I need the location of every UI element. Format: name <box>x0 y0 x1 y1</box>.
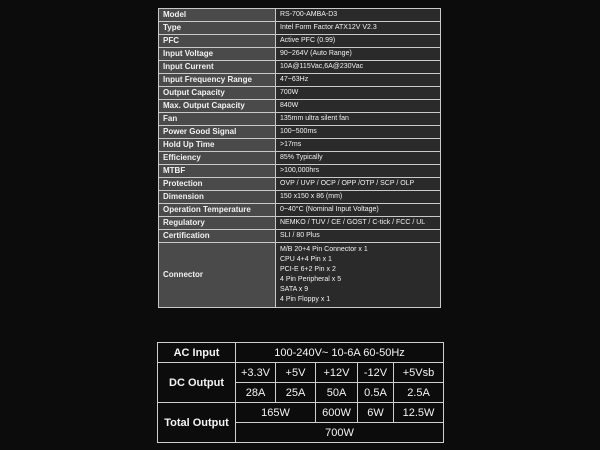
spec-row <box>159 113 441 126</box>
spec-value: OVP / UVP / OCP / OPP /OTP / SCP / OLP <box>276 178 441 191</box>
spec-value: 100~500ms <box>276 126 441 139</box>
spec-value: 90~264V (Auto Range) <box>276 48 441 61</box>
spec-row <box>159 87 441 100</box>
spec-row-connector <box>159 243 441 308</box>
connector-line: 4 Pin Floppy x 1 <box>280 296 331 303</box>
spec-value-connector <box>276 243 441 308</box>
spec-row <box>159 100 441 113</box>
spec-label: Input Voltage <box>159 48 276 61</box>
rail-voltage: +5Vsb <box>394 363 444 383</box>
combined-power: 600W <box>316 403 358 423</box>
total-output-label: Total Output <box>158 403 236 443</box>
spec-value: RS-700-AMBA-D3 <box>276 9 441 22</box>
spec-value: 47~63Hz <box>276 74 441 87</box>
rail-current: 2.5A <box>394 383 444 403</box>
connector-line: 4 Pin Peripheral x 5 <box>280 276 342 283</box>
spec-value: 10A@115Vac,6A@230Vac <box>276 61 441 74</box>
spec-label: MTBF <box>159 165 276 178</box>
spec-label: Protection <box>159 178 276 191</box>
rail-current: 28A <box>236 383 276 403</box>
connector-line: SATA x 9 <box>280 286 309 293</box>
spec-value: >17ms <box>276 139 441 152</box>
connector-line: M/B 20+4 Pin Connector x 1 <box>280 246 368 253</box>
spec-label: Power Good Signal <box>159 126 276 139</box>
spec-label: Efficiency <box>159 152 276 165</box>
combined-power: 165W <box>236 403 316 423</box>
spec-value: 700W <box>276 87 441 100</box>
spec-label: Output Capacity <box>159 87 276 100</box>
rail-current: 25A <box>276 383 316 403</box>
spec-row <box>159 204 441 217</box>
spec-row <box>159 35 441 48</box>
rail-current: 50A <box>316 383 358 403</box>
spec-label: Fan <box>159 113 276 126</box>
spec-value: Active PFC (0.99) <box>276 35 441 48</box>
ac-input-label: AC Input <box>158 343 236 363</box>
spec-row <box>159 9 441 22</box>
spec-row <box>159 61 441 74</box>
spec-row <box>159 74 441 87</box>
ac-input-value: 100-240V~ 10-6A 60-50Hz <box>236 343 444 363</box>
spec-row <box>159 191 441 204</box>
spec-row <box>159 139 441 152</box>
combined-power: 6W <box>358 403 394 423</box>
spec-value: 135mm ultra silent fan <box>276 113 441 126</box>
spec-row <box>159 152 441 165</box>
spec-value: 85% Typically <box>276 152 441 165</box>
spec-label: Certification <box>159 230 276 243</box>
output-table <box>157 342 444 443</box>
rail-current: 0.5A <box>358 383 394 403</box>
spec-row <box>159 126 441 139</box>
spec-table <box>158 8 441 308</box>
dc-rails-row <box>158 363 444 383</box>
spec-label: Operation Temperature <box>159 204 276 217</box>
rail-voltage: -12V <box>358 363 394 383</box>
spec-label: Dimension <box>159 191 276 204</box>
spec-value: >100,000hrs <box>276 165 441 178</box>
spec-row <box>159 48 441 61</box>
spec-connector-group <box>159 243 441 308</box>
dc-output-label: DC Output <box>158 363 236 403</box>
spec-row <box>159 230 441 243</box>
spec-value: Intel Form Factor ATX12V V2.3 <box>276 22 441 35</box>
rail-voltage: +12V <box>316 363 358 383</box>
spec-label: PFC <box>159 35 276 48</box>
rail-voltage: +5V <box>276 363 316 383</box>
ac-input-row <box>158 343 444 363</box>
spec-label: Hold Up Time <box>159 139 276 152</box>
spec-value: 840W <box>276 100 441 113</box>
spec-value: SLI / 80 Plus <box>276 230 441 243</box>
combined-power-row <box>158 403 444 423</box>
spec-row <box>159 22 441 35</box>
spec-label-connector: Connector <box>159 243 276 308</box>
spec-row <box>159 217 441 230</box>
rail-voltage: +3.3V <box>236 363 276 383</box>
spec-label: Model <box>159 9 276 22</box>
spec-label: Max. Output Capacity <box>159 100 276 113</box>
spec-value: 150 x150 x 86 (mm) <box>276 191 441 204</box>
total-power-value: 700W <box>236 423 444 443</box>
spec-label: Input Frequency Range <box>159 74 276 87</box>
spec-row <box>159 178 441 191</box>
spec-label: Type <box>159 22 276 35</box>
spec-label: Regulatory <box>159 217 276 230</box>
connector-line: CPU 4+4 Pin x 1 <box>280 256 332 263</box>
spec-row <box>159 165 441 178</box>
spec-value: NEMKO / TUV / CE / GOST / C-tick / FCC / UL <box>276 217 441 230</box>
spec-label: Input Current <box>159 61 276 74</box>
spec-value: 0~40°C (Nominal Input Voltage) <box>276 204 441 217</box>
combined-power: 12.5W <box>394 403 444 423</box>
connector-line: PCI-E 6+2 Pin x 2 <box>280 266 336 273</box>
spec-table-body <box>159 9 441 243</box>
